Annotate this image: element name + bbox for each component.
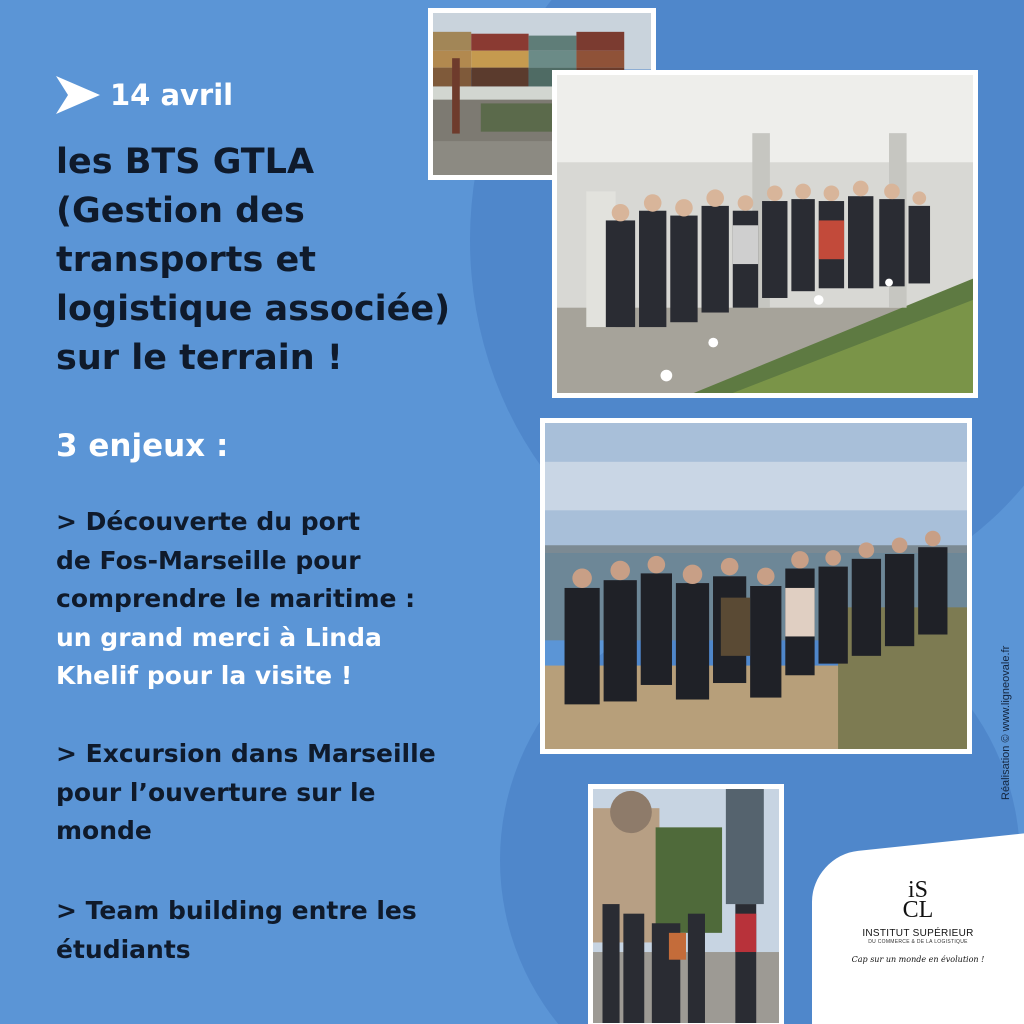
- title-line: (Gestion des: [56, 191, 305, 231]
- logo-mark-bottom: CL: [902, 897, 934, 923]
- title-line: sur le terrain !: [56, 338, 343, 378]
- enjeu-item-port: [56, 503, 506, 696]
- photo-group-port: [540, 418, 972, 754]
- item-line: > Excursion dans Marseille: [56, 739, 436, 768]
- item-line: > Découverte du port: [56, 507, 361, 536]
- title-line: les BTS GTLA: [56, 142, 315, 182]
- logo-name: INSTITUT SUPÉRIEUR: [862, 928, 974, 939]
- item-line: > Team building entre les: [56, 896, 417, 925]
- logo-slogan: Cap sur un monde en évolution !: [851, 955, 985, 964]
- item-highlight-line: Khelif pour la visite !: [56, 661, 353, 690]
- enjeu-item-team-building: [56, 892, 506, 969]
- item-line: monde: [56, 816, 152, 845]
- post-date: 14 avril: [110, 78, 234, 112]
- photo-group-indoor: [552, 70, 978, 398]
- title-line: logistique associée): [56, 289, 451, 329]
- item-line: de Fos-Marseille pour: [56, 545, 361, 575]
- item-highlight-line: un grand merci à Linda: [56, 622, 382, 652]
- logo-mark-top: iS: [907, 877, 928, 903]
- chevron-right-icon: [56, 76, 100, 114]
- enjeux-heading: 3 enjeux :: [56, 428, 229, 464]
- logo-subtitle: DU COMMERCE & DE LA LOGISTIQUE: [868, 939, 968, 945]
- date-row: [56, 76, 233, 114]
- item-line: étudiants: [56, 934, 191, 964]
- title-line: transports et: [56, 240, 316, 280]
- item-line: pour l’ouverture sur le: [56, 777, 376, 807]
- credit-text: Réalisation © www.ligneovale.fr: [1000, 645, 1012, 800]
- photo-marseille: [588, 784, 784, 1024]
- enjeu-item-excursion: [56, 735, 506, 851]
- iscl-logo: [838, 877, 998, 964]
- item-line: comprendre le maritime :: [56, 584, 416, 613]
